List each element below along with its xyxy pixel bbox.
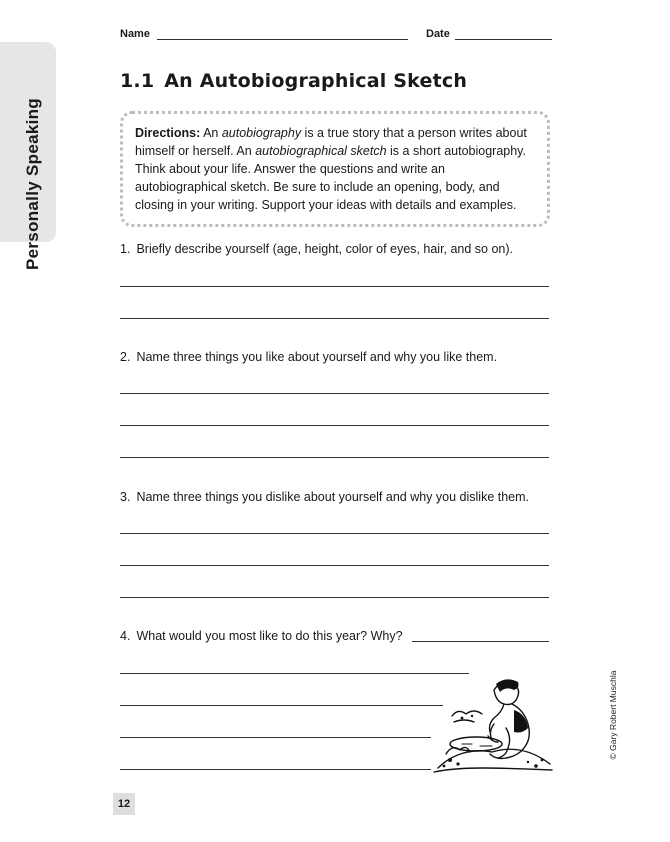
answer-line[interactable] [120, 673, 469, 674]
name-field[interactable] [157, 39, 408, 40]
answer-line[interactable] [120, 425, 549, 426]
page-number: 12 [113, 793, 135, 815]
question-text: Name three things you like about yourself and why you like them. [136, 350, 498, 364]
copyright-notice: © Gary Robert Muschla [608, 670, 618, 760]
answer-line[interactable] [120, 393, 549, 394]
question-4 [120, 629, 403, 643]
answer-line[interactable] [120, 533, 549, 534]
question-1 [120, 242, 513, 256]
question-number: 4. [120, 629, 131, 643]
question-number: 1. [120, 242, 131, 256]
title-text: An Autobiographical Sketch [164, 70, 468, 92]
answer-line[interactable] [120, 565, 549, 566]
answer-line[interactable] [120, 457, 549, 458]
question-3 [120, 490, 529, 504]
page-title [120, 70, 467, 92]
directions-text: is a short autobiography. Think about your life. Answer the questions and write an autobiographical sketch. Be sure to include an opening, body, and closing in your writing. Support your ideas with details and examples. [135, 144, 526, 212]
answer-line[interactable] [120, 769, 431, 770]
directions-term-sketch: autobiographical sketch [255, 144, 387, 158]
question-number: 3. [120, 490, 131, 504]
section-tab-label: Personally Speaking [23, 98, 42, 270]
answer-line[interactable] [412, 641, 549, 642]
answer-line[interactable] [120, 737, 431, 738]
directions-box [120, 111, 550, 227]
title-number: 1.1 [120, 70, 155, 92]
answer-line[interactable] [120, 318, 549, 319]
question-text: Briefly describe yourself (age, height, color of eyes, hair, and so on). [136, 242, 514, 256]
directions-term-autobiography: autobiography [221, 126, 302, 140]
date-field[interactable] [455, 39, 552, 40]
directions-text: An [200, 126, 222, 140]
directions-label: Directions: [135, 126, 201, 140]
boy-by-pond-illustration [432, 676, 554, 776]
question-number: 2. [120, 350, 131, 364]
question-text: What would you most like to do this year? Why? [136, 629, 403, 643]
answer-line[interactable] [120, 597, 549, 598]
answer-line[interactable] [120, 286, 549, 287]
name-label: Name [120, 28, 150, 40]
answer-line[interactable] [120, 705, 443, 706]
question-2 [120, 350, 497, 364]
date-label: Date [426, 28, 450, 40]
question-text: Name three things you dislike about yourself and why you dislike them. [136, 490, 530, 504]
section-tab [0, 42, 56, 270]
directions-text: is a true story that a person writes about himself or herself. An [135, 126, 527, 158]
